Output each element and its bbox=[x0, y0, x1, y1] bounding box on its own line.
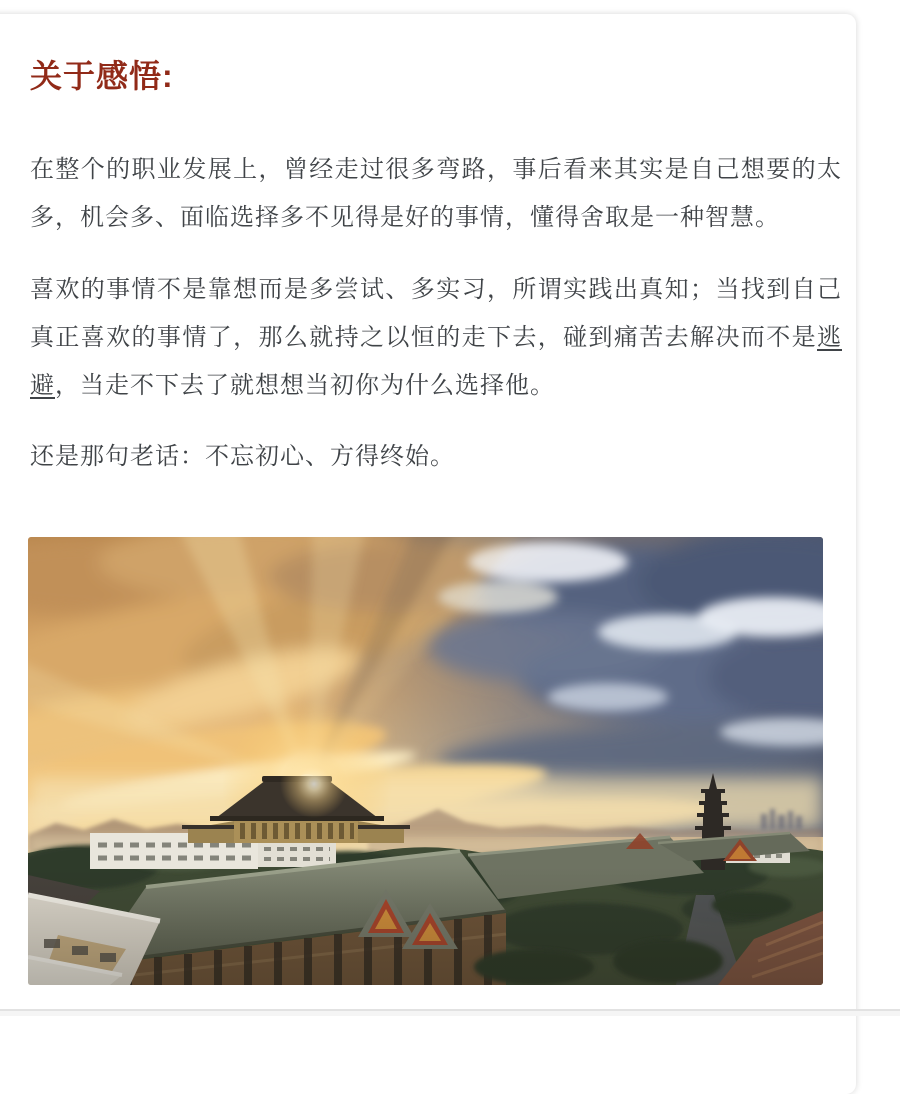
bottom-strip bbox=[0, 1011, 900, 1016]
paragraph-2-text-after: ，当走不下去了就想想当初你为什么选择他。 bbox=[55, 372, 555, 399]
underlined-word: 逃避 bbox=[30, 324, 842, 399]
section-heading: 关于感悟: bbox=[30, 58, 174, 94]
paragraph-2 bbox=[30, 266, 842, 410]
paragraph-3: 还是那句老话：不忘初心、方得终始。 bbox=[30, 443, 455, 470]
article-card bbox=[0, 14, 856, 1094]
paragraph-1: 在整个的职业发展上，曾经走过很多弯路，事后看来其实是自己想要的太多，机会多、面临选择多不见得是好的事情，懂得舍取是一种智慧。 bbox=[30, 156, 842, 231]
sunset-illustration bbox=[28, 537, 823, 985]
paragraph-2-text: 喜欢的事情不是靠想而是多尝试、多实习，所谓实践出真知；当找到自己真正喜欢的事情了，那么就持之以恒的走下去，碰到痛苦去解决而不是 bbox=[30, 276, 842, 351]
campus-sunset-photo[interactable] bbox=[28, 537, 823, 985]
